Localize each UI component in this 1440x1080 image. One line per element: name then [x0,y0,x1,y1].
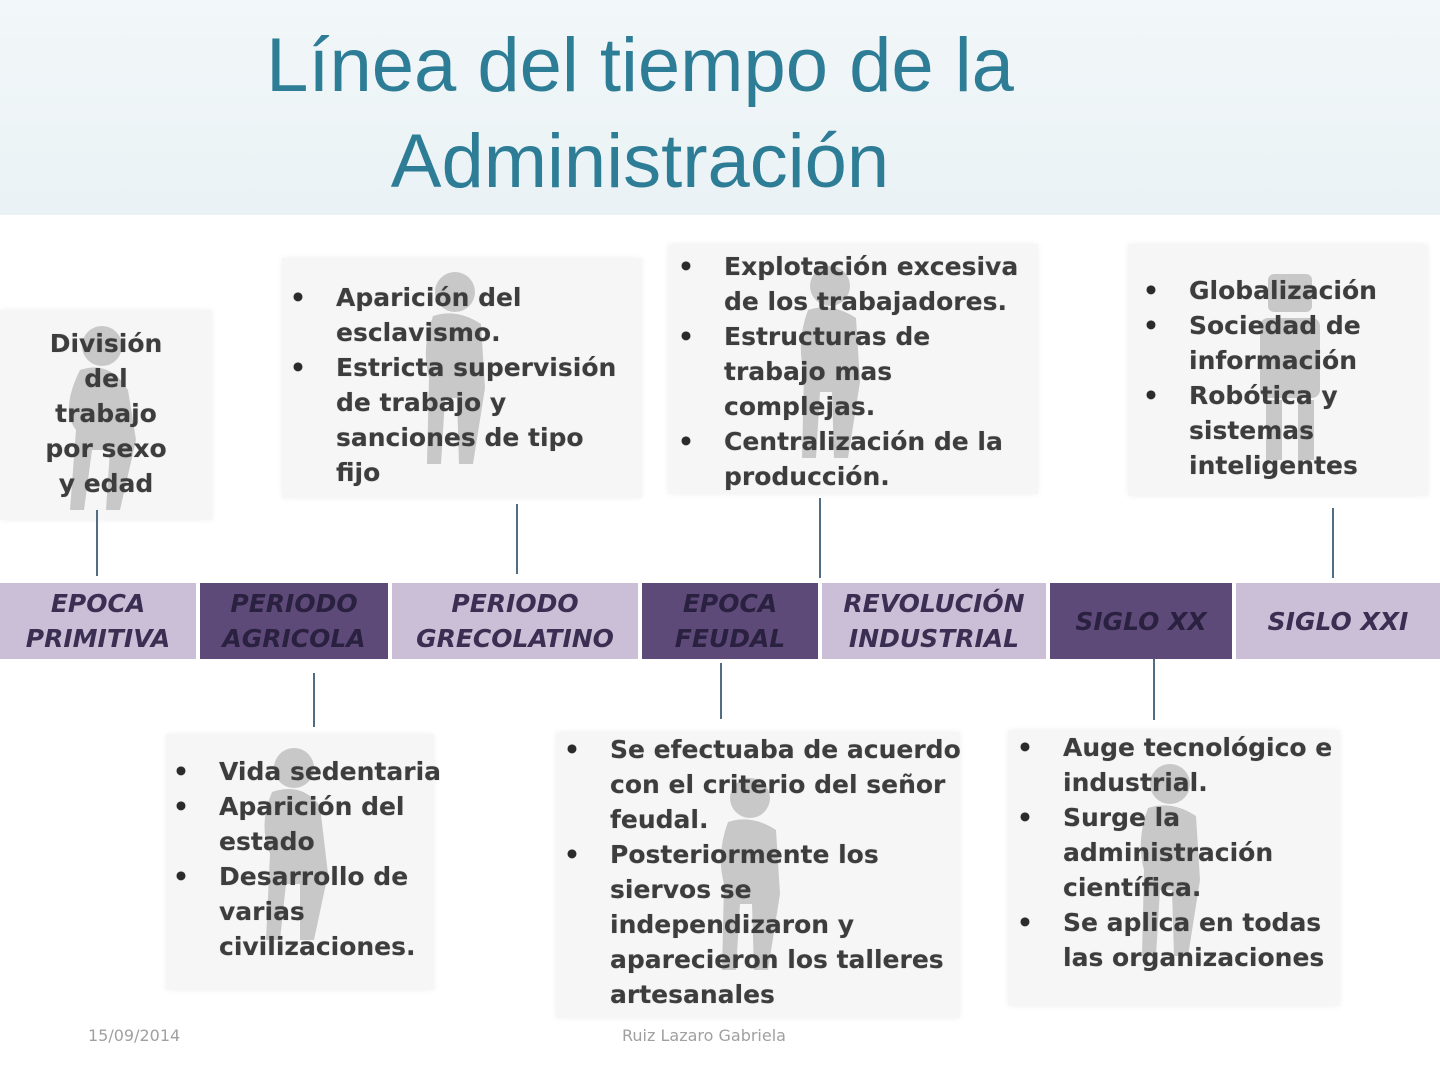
list-item: • Surge la administración científica. [1017,800,1347,905]
list-item: • Vida sedentaria [173,754,453,789]
siglo-xxi-description [1143,273,1433,483]
title-line-1: Línea del tiempo de la [266,23,1014,108]
period-revolucion-industrial: REVOLUCIÓN INDUSTRIAL [822,583,1046,659]
list-item: • Sociedad de información [1143,308,1433,378]
agricola-description [173,754,453,964]
siglo-xx-description [1017,730,1347,975]
connector-feudal [720,663,722,719]
title-line-2: Administración [390,119,890,204]
grecolatino-description [290,280,630,490]
list-item: • Estructuras de trabajo mas complejas. [678,319,1038,424]
period-epoca-feudal: EPOCA FEUDAL [642,583,818,659]
connector-industrial [819,498,821,578]
period-periodo-grecolatino: PERIODO GRECOLATINO [392,583,638,659]
list-item: • Se efectuaba de acuerdo con el criterio del señor feudal. [564,732,964,837]
connector-siglo-xxi [1332,508,1334,578]
primitiva-description: División del trabajo por sexo y edad [45,329,167,498]
period-siglo-xxi: SIGLO XXI [1236,583,1440,659]
list-item: • Aparición del esclavismo. [290,280,630,350]
connector-grecolatino [516,504,518,574]
list-item: • Centralización de la producción. [678,424,1038,494]
period-siglo-xx: SIGLO XX [1050,583,1232,659]
list-item: • Estricta supervisión de trabajo y sanciones de tipo fijo [290,350,630,490]
list-item: • Posteriormente los siervos se independizaron y aparecieron los talleres artesanales [564,837,964,1012]
period-epoca-primitiva: EPOCA PRIMITIVA [0,583,196,659]
list-item: • Desarrollo de varias civilizaciones. [173,859,453,964]
list-item: • Robótica y sistemas inteligentes [1143,378,1433,483]
footer-author: Ruiz Lazaro Gabriela [622,1026,786,1045]
industrial-description [678,249,1038,494]
footer-date: 15/09/2014 [88,1026,181,1045]
feudal-description [564,732,964,1012]
period-periodo-agricola: PERIODO AGRICOLA [200,583,388,659]
list-item: • Se aplica en todas las organizaciones [1017,905,1347,975]
timeline-band [0,583,1440,659]
list-item: • Globalización [1143,273,1433,308]
list-item: • Auge tecnológico e industrial. [1017,730,1347,800]
slide-title [150,18,1130,210]
list-item: • Explotación excesiva de los trabajadores. [678,249,1038,319]
list-item: • Aparición del estado [173,789,453,859]
connector-primitiva [96,510,98,576]
connector-agricola [313,673,315,727]
